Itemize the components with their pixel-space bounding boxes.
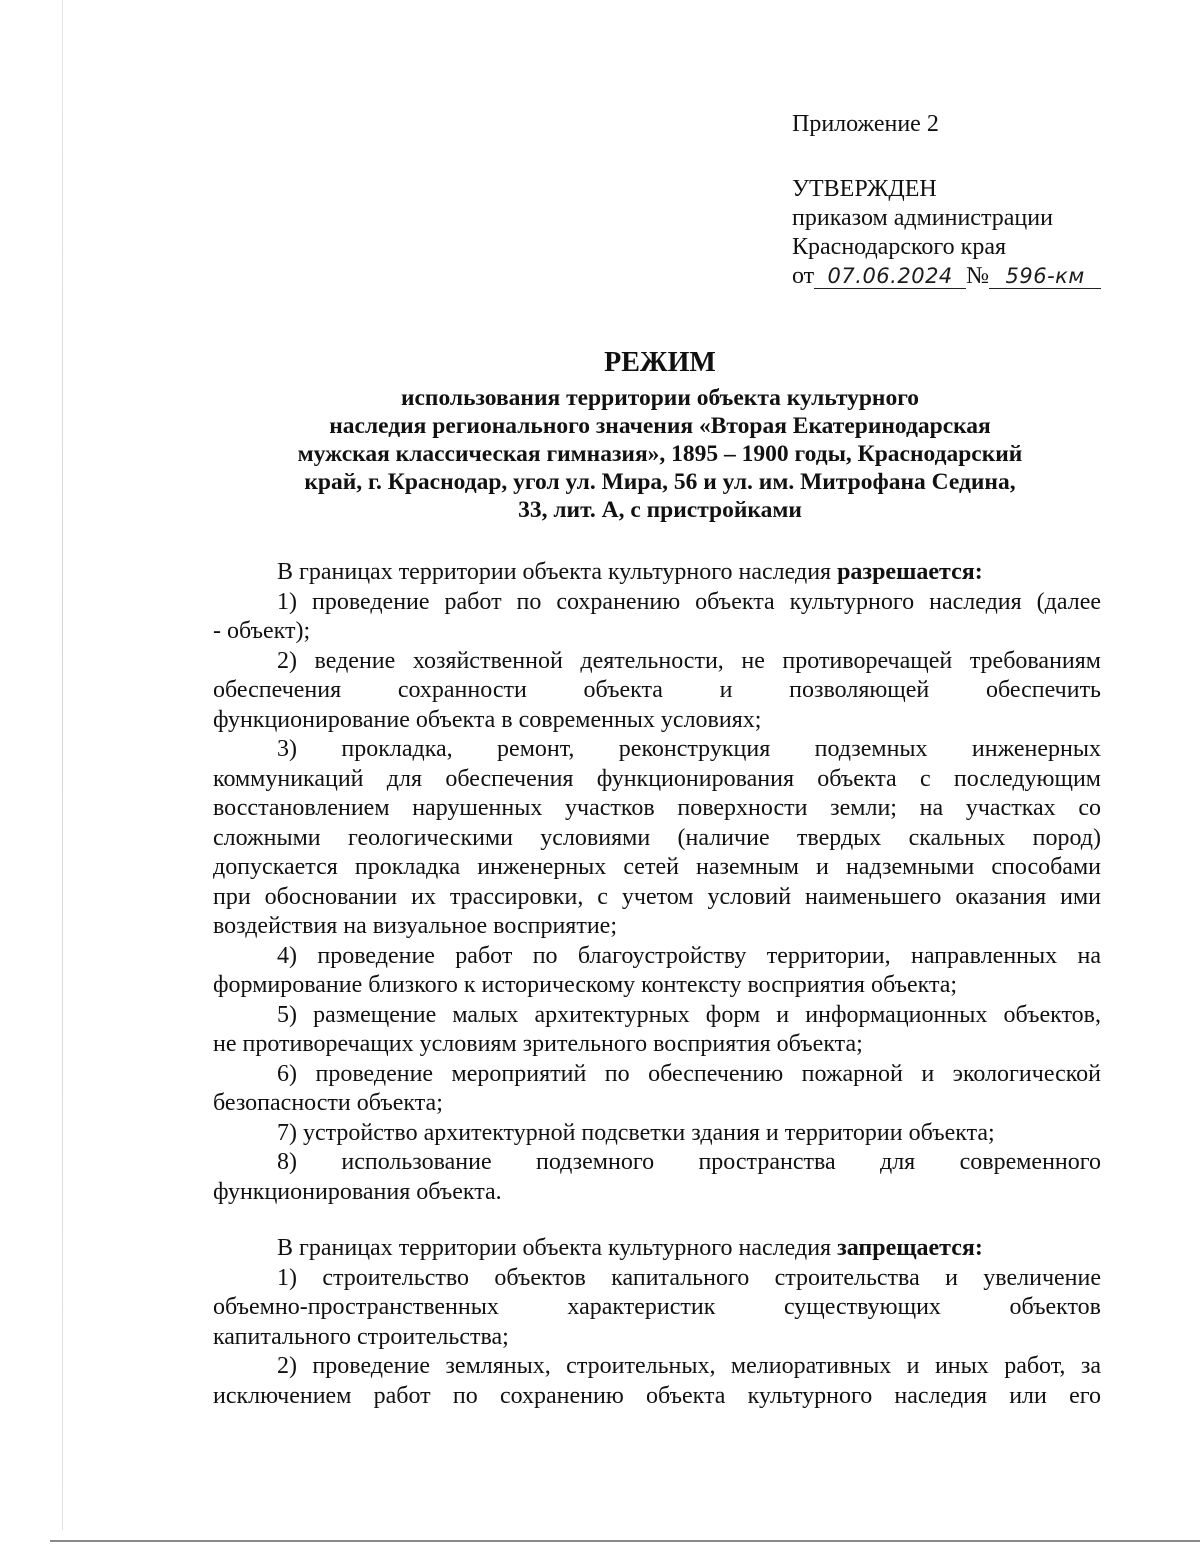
permitted-item — [213, 1001, 1101, 1060]
title-line: использования территории объекта культурного — [400, 385, 920, 411]
permitted-item-line: восстановлением нарушенных участков поверхности земли; на участках со — [213, 795, 1101, 821]
approved-by-line-2: Краснодарского края — [792, 234, 1007, 260]
title-heading: РЕЖИМ — [604, 347, 716, 378]
prohibited-item-line: 1) строительство объектов капитального строительства и увеличение — [277, 1264, 1101, 1291]
approved-label: УТВЕРЖДЕН — [792, 176, 937, 202]
permitted-item-line: 1) проведение работ по сохранению объекта культурного наследия (далее — [277, 588, 1101, 615]
permitted-item — [213, 942, 1101, 1001]
permitted-section — [213, 558, 1101, 1207]
title-line: мужская классическая гимназия», 1895 – 1900 годы, Краснодарский — [297, 441, 1023, 467]
title-line: наследия регионального значения «Вторая Екатеринодарская — [329, 413, 991, 439]
title-subtitle — [210, 384, 1110, 524]
permitted-item-line: 4) проведение работ по благоустройству территории, направленных на — [277, 942, 1101, 969]
permitted-item-line: обеспечения сохранности объекта и позволяющей обеспечить — [213, 677, 1101, 703]
prohibited-item-line: капитального строительства; — [213, 1323, 509, 1350]
permitted-item-line: функционирование объекта в современных условиях; — [213, 706, 762, 733]
document-body — [213, 558, 1101, 1411]
permitted-item-line: 7) устройство архитектурной подсветки здания и территории объекта; — [277, 1119, 995, 1146]
title-line: край, г. Краснодар, угол ул. Мира, 56 и ул. им. Митрофана Седина, — [304, 469, 1016, 495]
order-date-handwritten: 07.06.2024 — [814, 264, 966, 289]
order-number-handwritten: 596-км — [989, 264, 1101, 289]
permitted-item-line: 6) проведение мероприятий по обеспечению пожарной и экологической — [277, 1060, 1101, 1087]
permitted-item-line: 5) размещение малых архитектурных форм и информационных объектов, — [277, 1001, 1101, 1028]
permitted-item — [213, 735, 1101, 942]
order-line — [792, 262, 1152, 291]
document-title — [210, 346, 1110, 524]
scan-edge-bottom — [50, 1540, 1200, 1542]
permitted-item — [213, 647, 1101, 736]
prohibited-item — [213, 1264, 1101, 1353]
permitted-item-line: 8) использование подземного пространства для современного — [277, 1149, 1101, 1175]
permitted-item-line: безопасности объекта; — [213, 1090, 443, 1116]
appendix-label: Приложение 2 — [792, 111, 939, 137]
prohibited-intro — [213, 1234, 1101, 1264]
order-from-label: от — [792, 263, 815, 289]
prohibited-item — [213, 1352, 1101, 1411]
prohibited-item-line: 2) проведение земляных, строительных, мелиоративных и иных работ, за — [277, 1353, 1101, 1379]
approved-by-line-1: приказом администрации — [792, 205, 1053, 231]
permitted-intro — [213, 558, 1101, 588]
permitted-item-line: допускается прокладка инженерных сетей наземным и надземными способами — [213, 854, 1101, 880]
permitted-item-line: сложными геологическими условиями (наличие твердых скальных пород) — [213, 824, 1101, 851]
prohibited-item-line: исключением работ по сохранению объекта культурного наследия или его — [213, 1382, 1101, 1409]
permitted-intro-text: В границах территории объекта культурного наследия — [277, 559, 838, 585]
prohibited-intro-keyword: запрещается: — [837, 1235, 983, 1261]
scan-edge-left — [62, 0, 63, 1530]
permitted-item-line: 3) прокладка, ремонт, реконструкция подземных инженерных — [277, 736, 1101, 762]
order-number-label: № — [966, 263, 990, 289]
permitted-item — [213, 1060, 1101, 1119]
permitted-item-line: коммуникаций для обеспечения функционирования объекта с последующим — [213, 765, 1101, 792]
prohibited-item-line: объемно-пространственных характеристик существующих объектов — [213, 1294, 1101, 1320]
permitted-item-line: воздействия на визуальное восприятие; — [213, 913, 617, 939]
permitted-item — [213, 1148, 1101, 1207]
section-gap — [213, 1207, 1101, 1234]
permitted-item-line: формирование близкого к историческому контексту восприятия объекта; — [213, 972, 958, 998]
approval-block — [792, 110, 1152, 291]
permitted-item-line: функционирования объекта. — [213, 1178, 502, 1205]
title-line: 33, лит. А, с пристройками — [518, 497, 802, 523]
permitted-item-line: - объект); — [213, 618, 311, 644]
prohibited-section — [213, 1234, 1101, 1411]
permitted-item — [213, 588, 1101, 647]
permitted-item-line: 2) ведение хозяйственной деятельности, не противоречащей требованиям — [277, 647, 1101, 674]
permitted-intro-keyword: разрешается: — [837, 559, 983, 585]
prohibited-intro-text: В границах территории объекта культурного наследия — [277, 1235, 838, 1261]
permitted-item-line: при обосновании их трассировки, с учетом условий наименьшего оказания ими — [213, 883, 1101, 910]
permitted-item — [213, 1119, 1101, 1149]
permitted-item-line: не противоречащих условиям зрительного восприятия объекта; — [213, 1031, 863, 1057]
